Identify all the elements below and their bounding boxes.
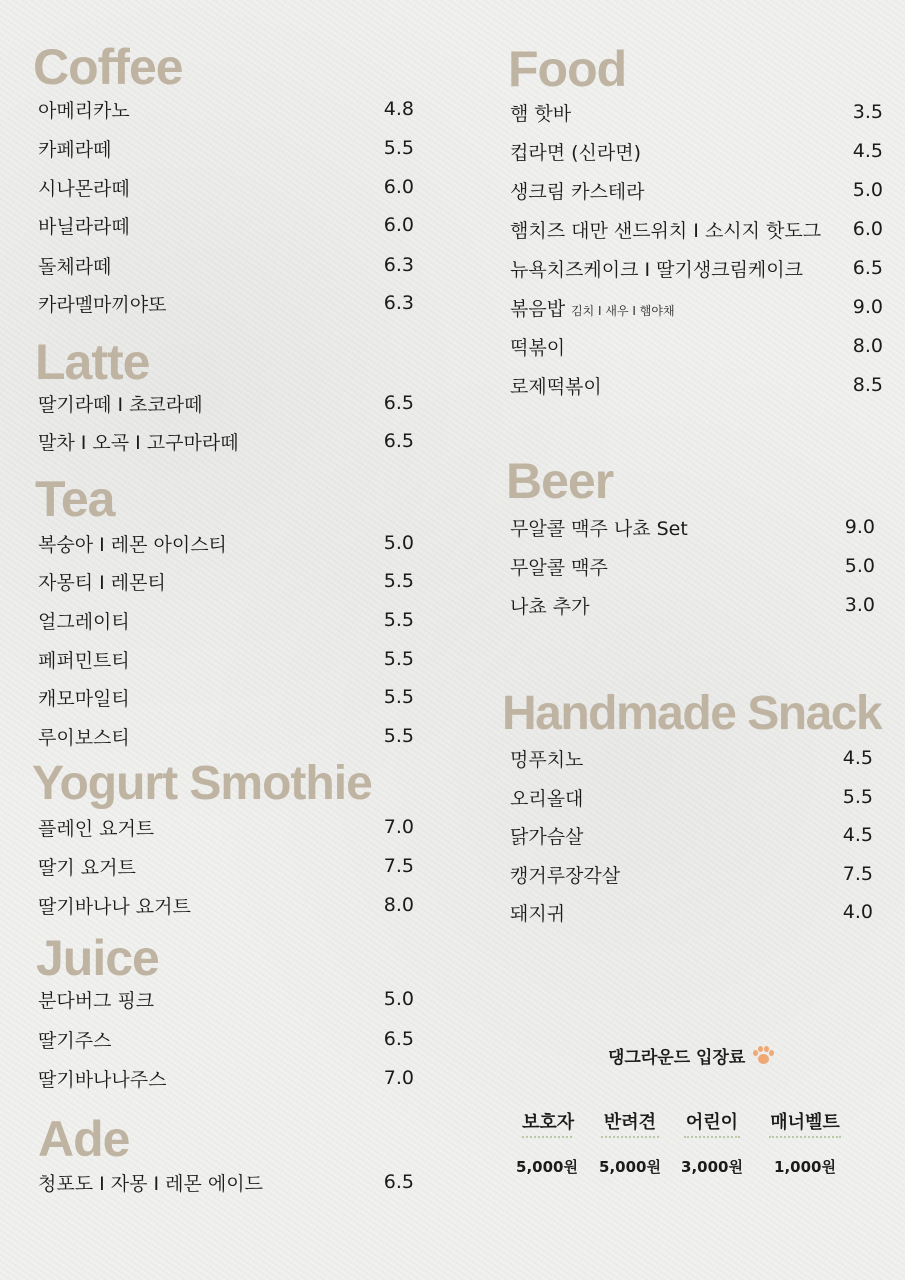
menu-item bbox=[38, 1065, 414, 1091]
item-price: 9.0 bbox=[852, 296, 883, 318]
item-price: 6.0 bbox=[852, 218, 883, 240]
item-name: 닭가슴살 bbox=[510, 825, 584, 848]
menu-item bbox=[38, 646, 414, 672]
item-price: 4.0 bbox=[842, 901, 873, 923]
menu-item bbox=[510, 592, 875, 618]
item-price: 5.5 bbox=[383, 137, 414, 159]
item-name: 딸기바나나 요거트 bbox=[38, 895, 191, 918]
item-name-text: 떡볶이 bbox=[510, 336, 566, 359]
item-name: 딸기 요거트 bbox=[38, 856, 136, 879]
item-price: 7.5 bbox=[842, 863, 873, 885]
menu-item bbox=[510, 899, 873, 925]
item-name: 페퍼민트티 bbox=[38, 649, 130, 672]
tea-heading: Tea bbox=[35, 471, 115, 527]
menu-item bbox=[38, 290, 414, 316]
item-name: 아메리카노 bbox=[38, 99, 130, 122]
item-price: 8.5 bbox=[852, 374, 883, 396]
menu-item bbox=[38, 1169, 414, 1195]
item-name: 나쵸 추가 bbox=[510, 595, 590, 618]
item-price: 3.0 bbox=[844, 594, 875, 616]
item-price: 5.0 bbox=[844, 555, 875, 577]
item-name-text: 생크림 카스테라 bbox=[510, 180, 645, 203]
item-name: 무알콜 맥주 bbox=[510, 556, 608, 579]
menu-item bbox=[38, 135, 414, 161]
menu-item bbox=[38, 684, 414, 710]
menu-item bbox=[38, 853, 414, 879]
item-price: 5.5 bbox=[842, 786, 873, 808]
juice-heading: Juice bbox=[36, 930, 159, 986]
menu-item bbox=[38, 814, 414, 840]
ade-heading: Ade bbox=[38, 1111, 130, 1167]
item-price: 8.0 bbox=[852, 335, 883, 357]
menu-item bbox=[38, 174, 414, 200]
item-price: 3.5 bbox=[852, 101, 883, 123]
menu-item bbox=[510, 333, 883, 359]
item-name bbox=[510, 333, 565, 360]
item-name-text: 햄 핫바 bbox=[510, 102, 572, 125]
admission-price: 5,000원 bbox=[516, 1158, 578, 1176]
admission-label: 반려견 bbox=[601, 1108, 659, 1138]
item-name: 딸기라떼 I 초코라떼 bbox=[38, 393, 203, 416]
item-price: 6.5 bbox=[383, 1028, 414, 1050]
item-name-text: 뉴욕치즈케이크 I 딸기생크림케이크 bbox=[510, 258, 803, 281]
menu-item bbox=[38, 568, 414, 594]
admission-title-text: 댕그라운드 입장료 bbox=[608, 1048, 746, 1068]
item-price: 4.5 bbox=[852, 140, 883, 162]
item-name: 멍푸치노 bbox=[510, 748, 584, 771]
menu-item bbox=[510, 294, 883, 320]
menu-item bbox=[510, 745, 873, 771]
item-price: 4.5 bbox=[842, 747, 873, 769]
menu-item bbox=[38, 986, 414, 1012]
admission-title bbox=[608, 1043, 775, 1068]
admission-label: 매너벨트 bbox=[769, 1108, 841, 1138]
menu-item bbox=[510, 138, 883, 164]
menu-item bbox=[38, 892, 414, 918]
item-price: 5.0 bbox=[383, 988, 414, 1010]
item-name: 루이보스티 bbox=[38, 726, 130, 749]
beer-heading: Beer bbox=[506, 453, 614, 509]
item-name: 말차 I 오곡 I 고구마라떼 bbox=[38, 431, 239, 454]
menu-item bbox=[510, 216, 883, 242]
menu-item bbox=[510, 99, 883, 125]
menu-item bbox=[510, 822, 873, 848]
item-name-text: 컵라면 (신라면) bbox=[510, 141, 641, 164]
menu-item bbox=[510, 861, 873, 887]
item-price: 6.5 bbox=[852, 257, 883, 279]
item-price: 7.0 bbox=[383, 816, 414, 838]
item-name: 무알콜 맥주 나쵸 Set bbox=[510, 517, 688, 540]
menu-item bbox=[38, 212, 414, 238]
menu-item bbox=[510, 255, 883, 281]
item-price: 6.0 bbox=[383, 176, 414, 198]
item-name-text: 볶음밥 bbox=[510, 297, 566, 320]
item-price: 5.5 bbox=[383, 570, 414, 592]
menu-item bbox=[510, 514, 875, 540]
menu-item bbox=[38, 390, 414, 416]
admission-price: 1,000원 bbox=[774, 1158, 836, 1176]
paw-icon bbox=[751, 1045, 775, 1067]
item-name: 자몽티 I 레몬티 bbox=[38, 571, 166, 594]
item-price: 7.5 bbox=[383, 855, 414, 877]
item-name: 시나몬라떼 bbox=[38, 177, 130, 200]
item-price: 5.5 bbox=[383, 609, 414, 631]
item-name: 돌체라떼 bbox=[38, 255, 112, 278]
item-price: 5.5 bbox=[383, 725, 414, 747]
item-name: 플레인 요거트 bbox=[38, 817, 155, 840]
item-name bbox=[510, 99, 571, 126]
item-price: 4.8 bbox=[383, 98, 414, 120]
admission-label: 어린이 bbox=[684, 1108, 740, 1138]
item-name: 카페라떼 bbox=[38, 138, 112, 161]
item-price: 6.3 bbox=[383, 254, 414, 276]
item-price: 6.0 bbox=[383, 214, 414, 236]
item-price: 4.5 bbox=[842, 824, 873, 846]
item-name: 분다버그 핑크 bbox=[38, 989, 155, 1012]
item-name bbox=[510, 138, 641, 165]
item-note: 김치 I 새우 I 햄야채 bbox=[571, 303, 675, 318]
item-name: 딸기주스 bbox=[38, 1029, 112, 1052]
menu-item bbox=[38, 96, 414, 122]
item-price: 6.5 bbox=[383, 392, 414, 414]
item-name: 바닐라라떼 bbox=[38, 215, 130, 238]
item-price: 6.5 bbox=[383, 1171, 414, 1193]
menu-item bbox=[38, 1026, 414, 1052]
menu-item bbox=[38, 428, 414, 454]
menu-item bbox=[510, 553, 875, 579]
item-name bbox=[510, 294, 675, 321]
item-name bbox=[510, 177, 645, 204]
item-name: 오리올대 bbox=[510, 787, 584, 810]
coffee-heading: Coffee bbox=[33, 39, 183, 95]
latte-heading: Latte bbox=[35, 334, 150, 390]
item-name: 얼그레이티 bbox=[38, 610, 130, 633]
menu-item bbox=[38, 252, 414, 278]
menu-item bbox=[510, 177, 883, 203]
menu-item bbox=[38, 723, 414, 749]
admission-price: 3,000원 bbox=[681, 1158, 743, 1176]
item-name bbox=[510, 216, 821, 243]
item-price: 5.0 bbox=[852, 179, 883, 201]
admission-price: 5,000원 bbox=[599, 1158, 661, 1176]
menu-item bbox=[510, 784, 873, 810]
item-price: 5.5 bbox=[383, 648, 414, 670]
item-price: 5.0 bbox=[383, 532, 414, 554]
item-name: 캐모마일티 bbox=[38, 687, 130, 710]
item-price: 8.0 bbox=[383, 894, 414, 916]
item-price: 5.5 bbox=[383, 686, 414, 708]
food-heading: Food bbox=[508, 41, 627, 97]
item-name: 복숭아 I 레몬 아이스티 bbox=[38, 533, 227, 556]
menu-item bbox=[38, 607, 414, 633]
item-name: 카라멜마끼야또 bbox=[38, 293, 167, 316]
item-name-text: 햄치즈 대만 샌드위치 I 소시지 핫도그 bbox=[510, 219, 822, 242]
item-name: 돼지귀 bbox=[510, 902, 566, 925]
item-price: 9.0 bbox=[844, 516, 875, 538]
menu-item bbox=[510, 372, 883, 398]
item-name-text: 로제떡볶이 bbox=[510, 375, 602, 398]
yogurt-smothie-heading: Yogurt Smothie bbox=[32, 757, 372, 810]
item-name: 청포도 I 자몽 I 레몬 에이드 bbox=[38, 1172, 263, 1195]
item-price: 7.0 bbox=[383, 1067, 414, 1089]
menu-item bbox=[38, 530, 414, 556]
item-name bbox=[510, 372, 602, 399]
handmade-snack-heading: Handmade Snack bbox=[502, 687, 882, 740]
item-price: 6.3 bbox=[383, 292, 414, 314]
item-name: 캥거루장각살 bbox=[510, 864, 621, 887]
item-price: 6.5 bbox=[383, 430, 414, 452]
admission-label: 보호자 bbox=[522, 1108, 572, 1138]
item-name: 딸기바나나주스 bbox=[38, 1068, 167, 1091]
item-name bbox=[510, 255, 803, 282]
